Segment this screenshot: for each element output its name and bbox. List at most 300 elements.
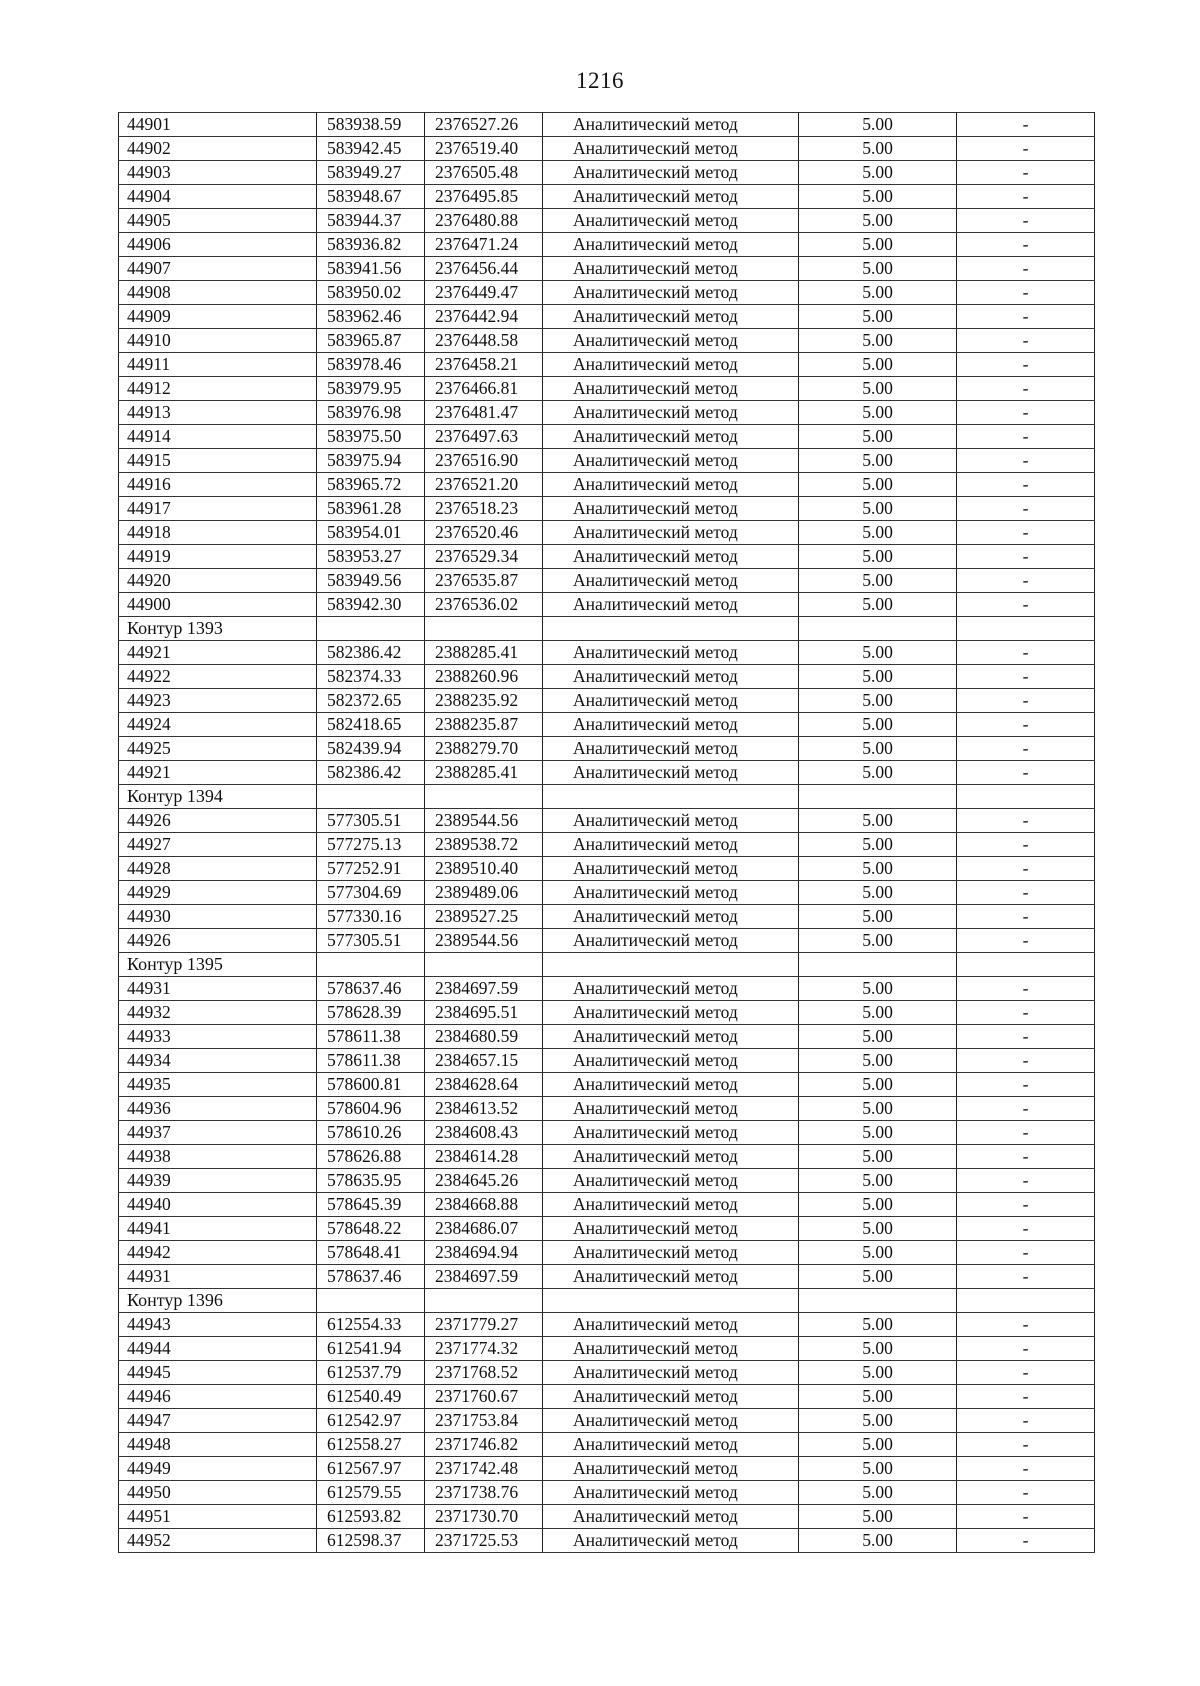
x-coordinate-cell: 583962.46	[317, 305, 425, 329]
x-coordinate-cell: 578637.46	[317, 1265, 425, 1289]
x-coordinate-cell: 578635.95	[317, 1169, 425, 1193]
x-coordinate-cell: 577305.51	[317, 809, 425, 833]
point-number-cell: 44939	[119, 1169, 317, 1193]
x-coordinate-cell: 583965.87	[317, 329, 425, 353]
method-cell	[543, 1289, 799, 1313]
point-number-cell: 44913	[119, 401, 317, 425]
method-cell: Аналитический метод	[543, 1193, 799, 1217]
point-number-cell: 44945	[119, 1361, 317, 1385]
method-cell: Аналитический метод	[543, 521, 799, 545]
y-coordinate-cell: 2371742.48	[425, 1457, 543, 1481]
x-coordinate-cell: 612541.94	[317, 1337, 425, 1361]
accuracy-cell: 5.00	[799, 857, 957, 881]
method-cell: Аналитический метод	[543, 1505, 799, 1529]
table-row	[119, 545, 1095, 569]
accuracy-cell: 5.00	[799, 1121, 957, 1145]
y-coordinate-cell: 2389538.72	[425, 833, 543, 857]
point-number-cell: 44924	[119, 713, 317, 737]
accuracy-cell: 5.00	[799, 137, 957, 161]
y-coordinate-cell: 2376516.90	[425, 449, 543, 473]
method-cell: Аналитический метод	[543, 593, 799, 617]
y-coordinate-cell: 2376481.47	[425, 401, 543, 425]
method-cell: Аналитический метод	[543, 329, 799, 353]
y-coordinate-cell: 2376458.21	[425, 353, 543, 377]
method-cell: Аналитический метод	[543, 353, 799, 377]
y-coordinate-cell: 2389527.25	[425, 905, 543, 929]
coordinates-table-container	[118, 112, 1094, 1553]
y-coordinate-cell: 2371738.76	[425, 1481, 543, 1505]
table-row	[119, 665, 1095, 689]
x-coordinate-cell: 612558.27	[317, 1433, 425, 1457]
table-row	[119, 1265, 1095, 1289]
method-cell: Аналитический метод	[543, 905, 799, 929]
accuracy-cell: 5.00	[799, 401, 957, 425]
accuracy-cell: 5.00	[799, 569, 957, 593]
x-coordinate-cell: 583949.27	[317, 161, 425, 185]
accuracy-cell: 5.00	[799, 209, 957, 233]
section-header-row	[119, 1289, 1095, 1313]
y-coordinate-cell: 2388285.41	[425, 761, 543, 785]
point-number-cell: 44919	[119, 545, 317, 569]
method-cell: Аналитический метод	[543, 113, 799, 137]
point-number-cell: 44908	[119, 281, 317, 305]
y-coordinate-cell: 2371768.52	[425, 1361, 543, 1385]
y-coordinate-cell: 2384697.59	[425, 1265, 543, 1289]
point-number-cell: 44905	[119, 209, 317, 233]
y-coordinate-cell: 2388285.41	[425, 641, 543, 665]
accuracy-cell	[799, 953, 957, 977]
x-coordinate-cell: 582386.42	[317, 641, 425, 665]
accuracy-cell	[799, 785, 957, 809]
accuracy-cell: 5.00	[799, 1145, 957, 1169]
x-coordinate-cell: 612593.82	[317, 1505, 425, 1529]
table-body	[119, 113, 1095, 1553]
table-row	[119, 737, 1095, 761]
accuracy-cell: 5.00	[799, 809, 957, 833]
description-cell: -	[957, 353, 1095, 377]
y-coordinate-cell: 2371753.84	[425, 1409, 543, 1433]
description-cell: -	[957, 497, 1095, 521]
point-number-cell: 44910	[119, 329, 317, 353]
y-coordinate-cell: 2376497.63	[425, 425, 543, 449]
accuracy-cell: 5.00	[799, 1457, 957, 1481]
table-row	[119, 257, 1095, 281]
accuracy-cell: 5.00	[799, 665, 957, 689]
x-coordinate-cell: 612540.49	[317, 1385, 425, 1409]
description-cell: -	[957, 665, 1095, 689]
table-row	[119, 1145, 1095, 1169]
method-cell: Аналитический метод	[543, 1145, 799, 1169]
point-number-cell: 44928	[119, 857, 317, 881]
table-row	[119, 1025, 1095, 1049]
point-number-cell: 44912	[119, 377, 317, 401]
accuracy-cell: 5.00	[799, 521, 957, 545]
table-row	[119, 1169, 1095, 1193]
description-cell: -	[957, 857, 1095, 881]
method-cell: Аналитический метод	[543, 641, 799, 665]
y-coordinate-cell: 2376456.44	[425, 257, 543, 281]
description-cell: -	[957, 449, 1095, 473]
description-cell: -	[957, 1505, 1095, 1529]
method-cell: Аналитический метод	[543, 449, 799, 473]
y-coordinate-cell: 2376520.46	[425, 521, 543, 545]
table-row	[119, 929, 1095, 953]
table-row	[119, 1505, 1095, 1529]
point-number-cell: 44918	[119, 521, 317, 545]
point-number-cell: 44937	[119, 1121, 317, 1145]
point-number-cell: 44949	[119, 1457, 317, 1481]
accuracy-cell	[799, 1289, 957, 1313]
y-coordinate-cell: 2376495.85	[425, 185, 543, 209]
accuracy-cell: 5.00	[799, 1025, 957, 1049]
y-coordinate-cell: 2371779.27	[425, 1313, 543, 1337]
point-number-cell: 44902	[119, 137, 317, 161]
point-number-cell: 44900	[119, 593, 317, 617]
point-number-cell: 44933	[119, 1025, 317, 1049]
description-cell: -	[957, 209, 1095, 233]
method-cell: Аналитический метод	[543, 1313, 799, 1337]
x-coordinate-cell: 578648.22	[317, 1217, 425, 1241]
description-cell: -	[957, 929, 1095, 953]
description-cell: -	[957, 1529, 1095, 1553]
method-cell: Аналитический метод	[543, 665, 799, 689]
table-row	[119, 857, 1095, 881]
accuracy-cell: 5.00	[799, 113, 957, 137]
y-coordinate-cell	[425, 617, 543, 641]
description-cell	[957, 953, 1095, 977]
accuracy-cell: 5.00	[799, 1313, 957, 1337]
description-cell: -	[957, 233, 1095, 257]
x-coordinate-cell: 583965.72	[317, 473, 425, 497]
method-cell: Аналитический метод	[543, 161, 799, 185]
method-cell	[543, 953, 799, 977]
accuracy-cell: 5.00	[799, 1193, 957, 1217]
accuracy-cell: 5.00	[799, 1049, 957, 1073]
table-row	[119, 281, 1095, 305]
accuracy-cell: 5.00	[799, 281, 957, 305]
method-cell: Аналитический метод	[543, 1433, 799, 1457]
accuracy-cell: 5.00	[799, 185, 957, 209]
description-cell: -	[957, 1169, 1095, 1193]
x-coordinate-cell: 583936.82	[317, 233, 425, 257]
description-cell: -	[957, 425, 1095, 449]
table-row	[119, 1313, 1095, 1337]
point-number-cell: 44940	[119, 1193, 317, 1217]
accuracy-cell: 5.00	[799, 1001, 957, 1025]
method-cell: Аналитический метод	[543, 185, 799, 209]
y-coordinate-cell: 2388279.70	[425, 737, 543, 761]
method-cell: Аналитический метод	[543, 569, 799, 593]
description-cell: -	[957, 137, 1095, 161]
method-cell: Аналитический метод	[543, 809, 799, 833]
accuracy-cell: 5.00	[799, 425, 957, 449]
x-coordinate-cell: 578645.39	[317, 1193, 425, 1217]
point-number-cell: 44931	[119, 1265, 317, 1289]
description-cell: -	[957, 1337, 1095, 1361]
x-coordinate-cell: 582386.42	[317, 761, 425, 785]
table-row	[119, 1049, 1095, 1073]
point-number-cell: 44944	[119, 1337, 317, 1361]
y-coordinate-cell: 2389544.56	[425, 809, 543, 833]
x-coordinate-cell: 582372.65	[317, 689, 425, 713]
point-number-cell: 44921	[119, 641, 317, 665]
method-cell: Аналитический метод	[543, 209, 799, 233]
description-cell: -	[957, 1121, 1095, 1145]
y-coordinate-cell: 2384686.07	[425, 1217, 543, 1241]
page-number: 1216	[576, 68, 624, 93]
y-coordinate-cell: 2388235.92	[425, 689, 543, 713]
description-cell: -	[957, 1193, 1095, 1217]
point-number-cell: 44931	[119, 977, 317, 1001]
y-coordinate-cell	[425, 785, 543, 809]
method-cell: Аналитический метод	[543, 1097, 799, 1121]
table-row	[119, 401, 1095, 425]
point-number-cell: 44920	[119, 569, 317, 593]
description-cell: -	[957, 977, 1095, 1001]
table-row	[119, 377, 1095, 401]
x-coordinate-cell: 583976.98	[317, 401, 425, 425]
table-row	[119, 833, 1095, 857]
description-cell: -	[957, 1265, 1095, 1289]
point-number-cell: 44927	[119, 833, 317, 857]
description-cell: -	[957, 473, 1095, 497]
description-cell: -	[957, 1481, 1095, 1505]
accuracy-cell: 5.00	[799, 1361, 957, 1385]
method-cell	[543, 785, 799, 809]
table-row	[119, 1121, 1095, 1145]
table-row	[119, 1409, 1095, 1433]
x-coordinate-cell: 577252.91	[317, 857, 425, 881]
y-coordinate-cell: 2371730.70	[425, 1505, 543, 1529]
description-cell: -	[957, 185, 1095, 209]
x-coordinate-cell: 583942.30	[317, 593, 425, 617]
table-row	[119, 449, 1095, 473]
method-cell: Аналитический метод	[543, 1217, 799, 1241]
point-number-cell: 44936	[119, 1097, 317, 1121]
point-number-cell: 44916	[119, 473, 317, 497]
x-coordinate-cell: 612567.97	[317, 1457, 425, 1481]
description-cell: -	[957, 833, 1095, 857]
x-coordinate-cell: 612554.33	[317, 1313, 425, 1337]
description-cell: -	[957, 1313, 1095, 1337]
x-coordinate-cell: 578611.38	[317, 1025, 425, 1049]
point-number-cell: 44943	[119, 1313, 317, 1337]
description-cell: -	[957, 809, 1095, 833]
description-cell: -	[957, 113, 1095, 137]
y-coordinate-cell: 2384695.51	[425, 1001, 543, 1025]
description-cell	[957, 785, 1095, 809]
accuracy-cell: 5.00	[799, 977, 957, 1001]
accuracy-cell: 5.00	[799, 929, 957, 953]
y-coordinate-cell: 2376529.34	[425, 545, 543, 569]
accuracy-cell: 5.00	[799, 233, 957, 257]
accuracy-cell: 5.00	[799, 905, 957, 929]
x-coordinate-cell: 583979.95	[317, 377, 425, 401]
method-cell: Аналитический метод	[543, 257, 799, 281]
description-cell: -	[957, 737, 1095, 761]
description-cell: -	[957, 1361, 1095, 1385]
table-row	[119, 905, 1095, 929]
point-number-cell: 44951	[119, 1505, 317, 1529]
x-coordinate-cell	[317, 617, 425, 641]
table-row	[119, 977, 1095, 1001]
y-coordinate-cell: 2376466.81	[425, 377, 543, 401]
accuracy-cell: 5.00	[799, 473, 957, 497]
table-row	[119, 881, 1095, 905]
point-number-cell: 44930	[119, 905, 317, 929]
y-coordinate-cell: 2384694.94	[425, 1241, 543, 1265]
y-coordinate-cell: 2384614.28	[425, 1145, 543, 1169]
table-row	[119, 1481, 1095, 1505]
accuracy-cell: 5.00	[799, 761, 957, 785]
description-cell: -	[957, 1049, 1095, 1073]
table-row	[119, 1217, 1095, 1241]
description-cell: -	[957, 257, 1095, 281]
x-coordinate-cell: 583948.67	[317, 185, 425, 209]
description-cell: -	[957, 161, 1095, 185]
table-row	[119, 1337, 1095, 1361]
point-number-cell: 44922	[119, 665, 317, 689]
accuracy-cell: 5.00	[799, 1529, 957, 1553]
y-coordinate-cell: 2376505.48	[425, 161, 543, 185]
y-coordinate-cell: 2376536.02	[425, 593, 543, 617]
x-coordinate-cell: 577330.16	[317, 905, 425, 929]
method-cell: Аналитический метод	[543, 1361, 799, 1385]
table-row	[119, 689, 1095, 713]
accuracy-cell: 5.00	[799, 377, 957, 401]
accuracy-cell: 5.00	[799, 1073, 957, 1097]
point-number-cell: 44925	[119, 737, 317, 761]
coordinates-table	[118, 112, 1095, 1553]
section-header-row	[119, 617, 1095, 641]
description-cell: -	[957, 1025, 1095, 1049]
accuracy-cell: 5.00	[799, 161, 957, 185]
accuracy-cell: 5.00	[799, 1433, 957, 1457]
x-coordinate-cell: 578637.46	[317, 977, 425, 1001]
point-number-cell: 44950	[119, 1481, 317, 1505]
point-number-cell: 44941	[119, 1217, 317, 1241]
y-coordinate-cell: 2376519.40	[425, 137, 543, 161]
table-row	[119, 137, 1095, 161]
y-coordinate-cell: 2376535.87	[425, 569, 543, 593]
method-cell: Аналитический метод	[543, 1241, 799, 1265]
x-coordinate-cell	[317, 1289, 425, 1313]
description-cell: -	[957, 377, 1095, 401]
point-number-cell: 44942	[119, 1241, 317, 1265]
description-cell: -	[957, 1097, 1095, 1121]
y-coordinate-cell: 2376449.47	[425, 281, 543, 305]
method-cell: Аналитический метод	[543, 977, 799, 1001]
table-row	[119, 113, 1095, 137]
accuracy-cell: 5.00	[799, 1337, 957, 1361]
table-row	[119, 1385, 1095, 1409]
method-cell: Аналитический метод	[543, 713, 799, 737]
table-row	[119, 329, 1095, 353]
description-cell: -	[957, 281, 1095, 305]
method-cell: Аналитический метод	[543, 737, 799, 761]
method-cell: Аналитический метод	[543, 1529, 799, 1553]
y-coordinate-cell: 2384680.59	[425, 1025, 543, 1049]
x-coordinate-cell: 583961.28	[317, 497, 425, 521]
y-coordinate-cell: 2376527.26	[425, 113, 543, 137]
point-number-cell: 44926	[119, 809, 317, 833]
description-cell: -	[957, 689, 1095, 713]
table-row	[119, 641, 1095, 665]
x-coordinate-cell: 583938.59	[317, 113, 425, 137]
accuracy-cell: 5.00	[799, 1505, 957, 1529]
accuracy-cell: 5.00	[799, 713, 957, 737]
x-coordinate-cell: 583975.94	[317, 449, 425, 473]
description-cell: -	[957, 401, 1095, 425]
x-coordinate-cell: 583975.50	[317, 425, 425, 449]
x-coordinate-cell: 583978.46	[317, 353, 425, 377]
description-cell: -	[957, 329, 1095, 353]
point-number-cell: 44934	[119, 1049, 317, 1073]
contour-label-cell: Контур 1395	[119, 953, 317, 977]
point-number-cell: 44938	[119, 1145, 317, 1169]
accuracy-cell: 5.00	[799, 257, 957, 281]
x-coordinate-cell: 583954.01	[317, 521, 425, 545]
description-cell: -	[957, 1385, 1095, 1409]
method-cell: Аналитический метод	[543, 1337, 799, 1361]
y-coordinate-cell: 2371760.67	[425, 1385, 543, 1409]
method-cell: Аналитический метод	[543, 1073, 799, 1097]
point-number-cell: 44904	[119, 185, 317, 209]
table-row	[119, 209, 1095, 233]
y-coordinate-cell: 2384697.59	[425, 977, 543, 1001]
point-number-cell: 44946	[119, 1385, 317, 1409]
point-number-cell: 44921	[119, 761, 317, 785]
description-cell: -	[957, 593, 1095, 617]
description-cell	[957, 617, 1095, 641]
description-cell: -	[957, 1409, 1095, 1433]
method-cell: Аналитический метод	[543, 1025, 799, 1049]
description-cell: -	[957, 1433, 1095, 1457]
point-number-cell: 44906	[119, 233, 317, 257]
table-row	[119, 809, 1095, 833]
table-row	[119, 425, 1095, 449]
method-cell: Аналитический метод	[543, 1049, 799, 1073]
point-number-cell: 44952	[119, 1529, 317, 1553]
method-cell: Аналитический метод	[543, 1169, 799, 1193]
accuracy-cell	[799, 617, 957, 641]
accuracy-cell: 5.00	[799, 1241, 957, 1265]
point-number-cell: 44926	[119, 929, 317, 953]
accuracy-cell: 5.00	[799, 497, 957, 521]
method-cell: Аналитический метод	[543, 881, 799, 905]
x-coordinate-cell: 583949.56	[317, 569, 425, 593]
point-number-cell: 44903	[119, 161, 317, 185]
accuracy-cell: 5.00	[799, 1481, 957, 1505]
y-coordinate-cell: 2376518.23	[425, 497, 543, 521]
x-coordinate-cell: 583944.37	[317, 209, 425, 233]
y-coordinate-cell: 2371725.53	[425, 1529, 543, 1553]
method-cell: Аналитический метод	[543, 689, 799, 713]
accuracy-cell: 5.00	[799, 881, 957, 905]
y-coordinate-cell: 2376442.94	[425, 305, 543, 329]
y-coordinate-cell: 2389489.06	[425, 881, 543, 905]
table-row	[119, 1001, 1095, 1025]
x-coordinate-cell: 612537.79	[317, 1361, 425, 1385]
table-row	[119, 1529, 1095, 1553]
table-row	[119, 497, 1095, 521]
contour-label-cell: Контур 1396	[119, 1289, 317, 1313]
point-number-cell: 44923	[119, 689, 317, 713]
x-coordinate-cell: 578626.88	[317, 1145, 425, 1169]
accuracy-cell: 5.00	[799, 449, 957, 473]
table-row	[119, 569, 1095, 593]
point-number-cell: 44915	[119, 449, 317, 473]
